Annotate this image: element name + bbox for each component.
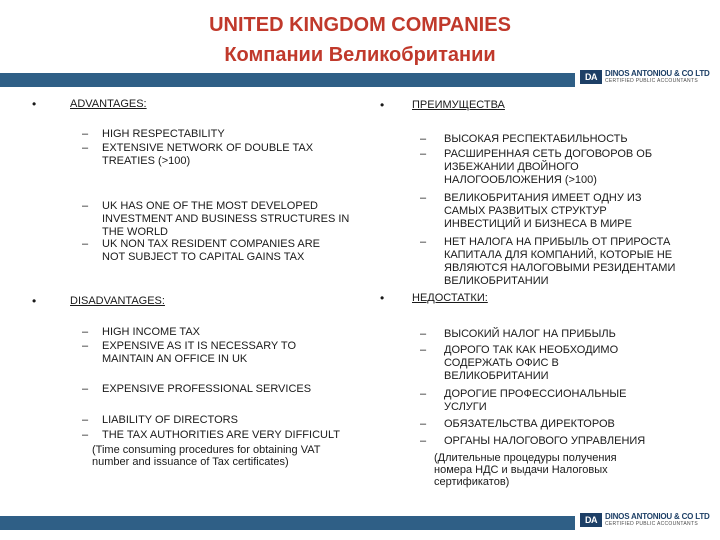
- dash-icon: –: [82, 142, 89, 154]
- dash-icon: –: [420, 236, 427, 248]
- logo-name: DINOS ANTONIOU & CO LTD: [605, 512, 710, 521]
- dash-icon: –: [420, 435, 427, 447]
- dash-icon: –: [420, 388, 427, 400]
- dash-icon: –: [420, 148, 427, 160]
- logo-subtitle: CERTIFIED PUBLIC ACCOUNTANTS: [605, 521, 698, 527]
- company-logo-top: [580, 70, 716, 90]
- disadvantages-heading: DISADVANTAGES:: [70, 295, 165, 307]
- bullet-icon: •: [32, 294, 37, 308]
- advantages-heading: ADVANTAGES:: [70, 98, 147, 110]
- bullet-icon: •: [380, 291, 385, 305]
- dash-icon: –: [82, 238, 89, 250]
- page-title-russian: Компании Великобритании: [224, 44, 496, 66]
- company-logo-bottom: [580, 513, 716, 533]
- dash-icon: –: [420, 192, 427, 204]
- logo-mark: DA: [580, 70, 602, 84]
- dash-icon: –: [82, 326, 89, 338]
- logo-mark: DA: [580, 513, 602, 527]
- dash-icon: –: [420, 418, 427, 430]
- logo-subtitle: CERTIFIED PUBLIC ACCOUNTANTS: [605, 78, 698, 84]
- dash-icon: –: [82, 340, 89, 352]
- dash-icon: –: [420, 344, 427, 356]
- bullet-icon: •: [32, 97, 37, 111]
- dash-icon: –: [82, 383, 89, 395]
- page-title: UNITED KINGDOM COMPANIES: [209, 14, 511, 36]
- footer-bar: [0, 516, 575, 530]
- english-note: (Time consuming procedures for obtaining VAT number and issuance of Tax certificates): [92, 444, 321, 468]
- disadvantages-heading-ru: НЕДОСТАТКИ:: [412, 292, 488, 304]
- dash-icon: –: [420, 328, 427, 340]
- header-bar: [0, 73, 575, 87]
- dash-icon: –: [82, 128, 89, 140]
- logo-name: DINOS ANTONIOU & CO LTD: [605, 69, 710, 78]
- dash-icon: –: [82, 429, 89, 441]
- dash-icon: –: [82, 200, 89, 212]
- dash-icon: –: [82, 414, 89, 426]
- dash-icon: –: [420, 133, 427, 145]
- russian-note: (Длительные процедуры получения номера НДС и выдачи Налоговых сертификатов): [434, 452, 617, 488]
- advantages-heading-ru: ПРЕИМУЩЕСТВА: [412, 99, 505, 111]
- bullet-icon: •: [380, 98, 385, 112]
